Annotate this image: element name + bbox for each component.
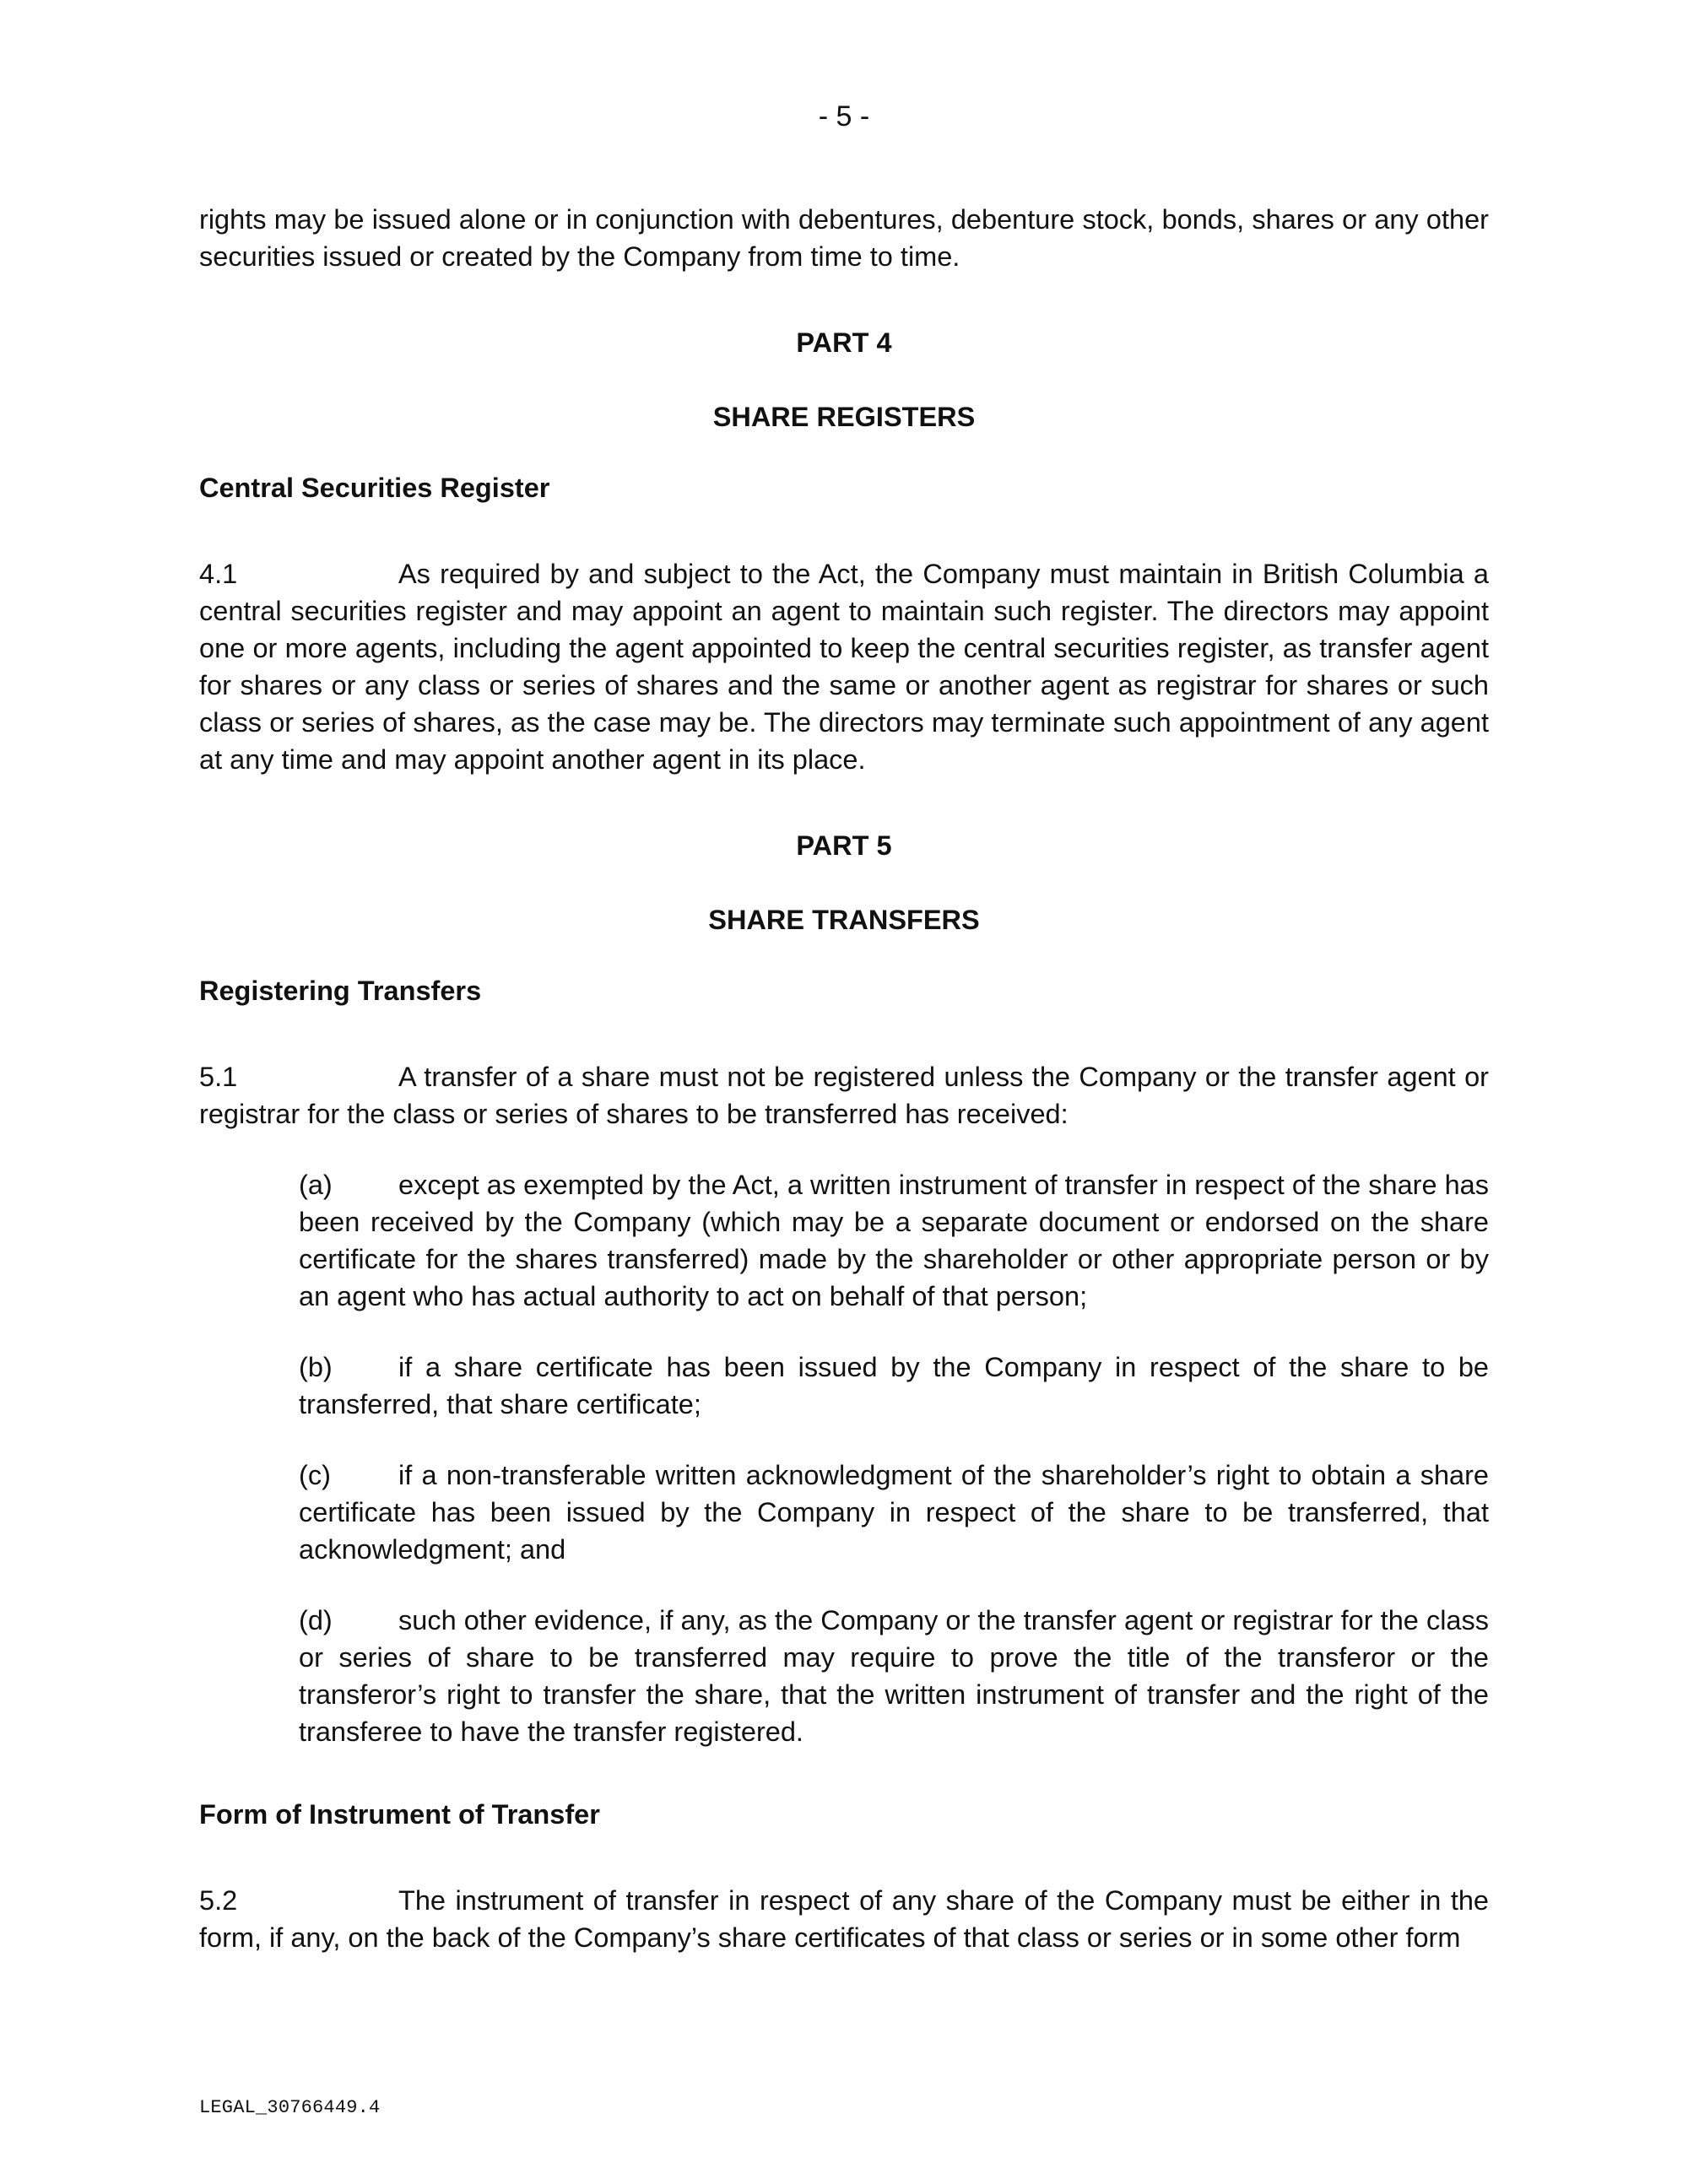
subclause-label: (b) bbox=[299, 1352, 333, 1382]
part-title: PART 4 bbox=[796, 327, 892, 358]
subclause-text: if a share certificate has been issued by the Company in respect of the share to be transferred, that share certificate; bbox=[299, 1352, 1489, 1419]
clause-4-1 bbox=[199, 555, 1489, 778]
subclause-c bbox=[299, 1457, 1489, 1568]
clause-number: 5.2 bbox=[199, 1885, 238, 1916]
part-5 bbox=[199, 827, 1489, 1956]
part-4 bbox=[199, 324, 1489, 778]
subclause-list bbox=[299, 1166, 1489, 1750]
subclause-label: (d) bbox=[299, 1605, 333, 1635]
subclause-a bbox=[299, 1166, 1489, 1315]
intro-paragraph: rights may be issued alone or in conjunction with debentures, debenture stock, bonds, shares or any other securities issued or created by the Company from time to time. bbox=[199, 204, 1489, 272]
document-footer-id: LEGAL_30766449.4 bbox=[199, 2097, 381, 2118]
subclause-b bbox=[299, 1349, 1489, 1423]
clause-5-1 bbox=[199, 1058, 1489, 1133]
clause-text: The instrument of transfer in respect of any share of the Company must be either in the form, if any, on the back of the Company’s share certificates of that class or series or in some other form bbox=[199, 1885, 1489, 1953]
clause-text: As required by and subject to the Act, the Company must maintain in British Columbia a central securities register and may appoint an agent to maintain such register. The directors may appoint one or more agents, including the agent appointed to keep the central securities register, as transfer agent for shares or any class or series of shares and the same or another agent as registrar for shares or such class or series of shares, as the case may be. The directors may terminate such appointment of any agent at any time and may appoint another agent in its place. bbox=[199, 559, 1489, 775]
part-subtitle: SHARE TRANSFERS bbox=[708, 905, 980, 935]
clause-text: A transfer of a share must not be registered unless the Company or the transfer agent or registrar for the class or series of shares to be transferred has received: bbox=[199, 1062, 1489, 1129]
section-heading: Central Securities Register bbox=[199, 473, 550, 503]
clause-5-2 bbox=[199, 1882, 1489, 1956]
subclause-label: (c) bbox=[299, 1460, 331, 1490]
subclause-text: except as exempted by the Act, a written instrument of transfer in respect of the share has been received by the Company (which may be a separate document or endorsed on the share certificate for the shares transferred) made by the shareholder or other appropriate person or by an agent who has actual authority to act on behalf of that person; bbox=[299, 1170, 1489, 1311]
subclause-text: such other evidence, if any, as the Company or the transfer agent or registrar for the class or series of share to be transferred may require to prove the title of the transferor or the transferor’s right to transfer the share, that the written instrument of transfer and the right of the transferee to have the transfer registered. bbox=[299, 1605, 1489, 1747]
section-heading: Registering Transfers bbox=[199, 976, 482, 1006]
document-body bbox=[199, 201, 1489, 2005]
part-subtitle: SHARE REGISTERS bbox=[712, 402, 976, 432]
clause-number: 4.1 bbox=[199, 559, 238, 589]
page-number: - 5 - bbox=[818, 100, 870, 132]
subclause-label: (a) bbox=[299, 1170, 333, 1200]
clause-number: 5.1 bbox=[199, 1062, 238, 1092]
subclause-text: if a non-transferable written acknowledgment of the shareholder’s right to obtain a share certificate has been issued by the Company in respect of the share to be transferred, that acknowledgment; and bbox=[299, 1460, 1489, 1565]
part-title: PART 5 bbox=[796, 830, 892, 861]
section-heading: Form of Instrument of Transfer bbox=[199, 1799, 600, 1830]
subclause-d bbox=[299, 1602, 1489, 1750]
